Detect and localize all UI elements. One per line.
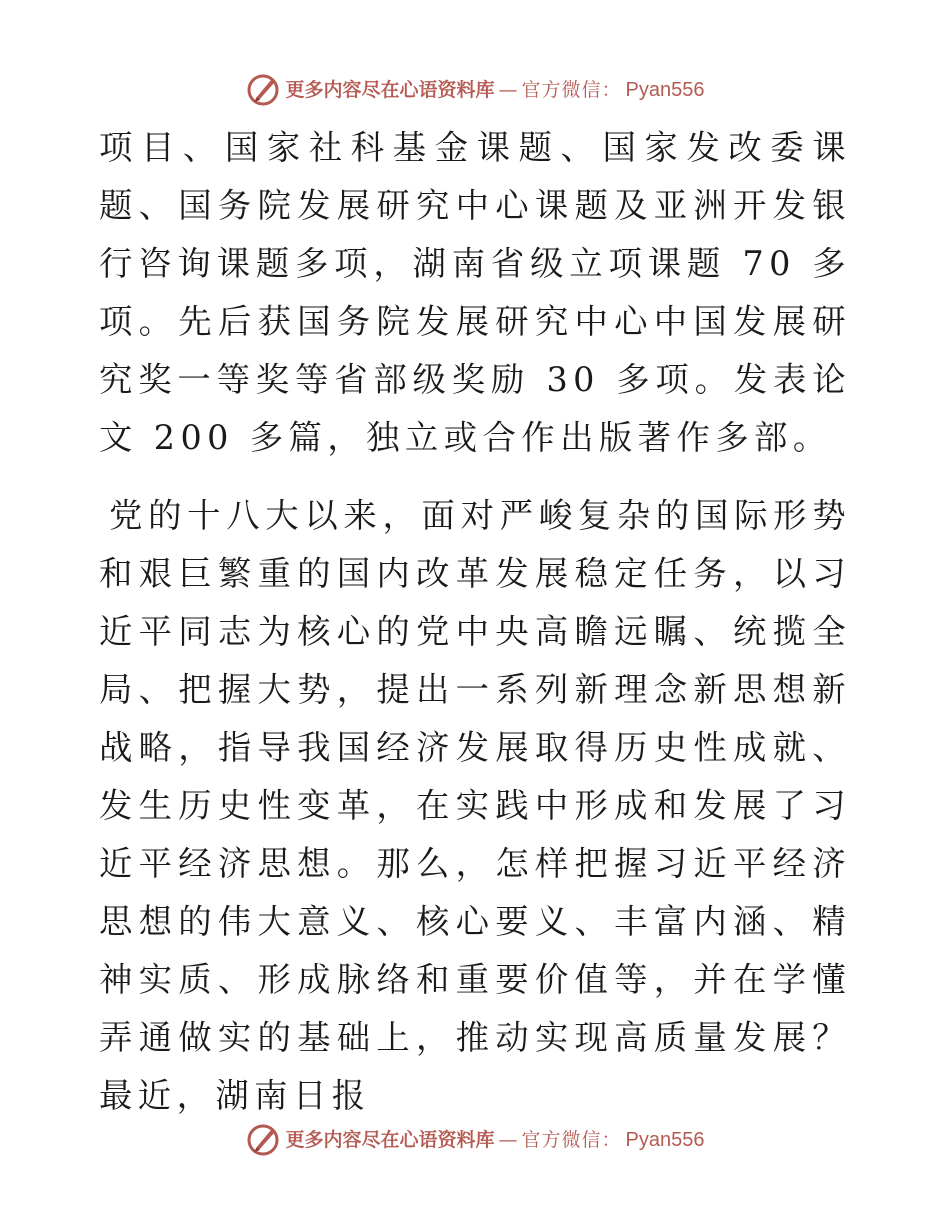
- wechat-id: Pyan556: [625, 79, 705, 101]
- wechat-label: 官方微信：: [521, 78, 622, 101]
- paragraph-2: 党的十八大以来，面对严峻复杂的国际形势和艰巨繁重的国内改革发展稳定任务，以习近平同志为核心的党中央高瞻远瞩、统揽全局、把握大势，提出一系列新理念新思想新战略，指导我国经济发展取得历史性成就、发生历史性变革，在实践中形成和发展了习近平经济思想。那么，怎样把握习近平经济思想的伟大意义、核心要义、丰富内涵、精神实质、形成脉络和重要价值等，并在学懂弄通做实的基础上，推动实现高质量发展？最近，湖南日报: [99, 496, 851, 1115]
- quill-pen-circle-icon: [246, 73, 280, 107]
- banner-dash: —: [498, 78, 518, 101]
- footer-banner: [0, 1120, 950, 1160]
- site-name: 更多内容尽在心语资料库: [285, 1128, 495, 1151]
- banner-dash: —: [498, 1128, 518, 1151]
- site-name: 更多内容尽在心语资料库: [285, 78, 495, 101]
- header-banner: [0, 70, 950, 110]
- quill-pen-circle-icon: [246, 1123, 280, 1157]
- document-body: [99, 119, 851, 1125]
- paragraph-1: 项目、国家社科基金课题、国家发改委课题、国务院发展研究中心课题及亚洲开发银行咨询课题多项，湖南省级立项课题 70 多项。先后获国务院发展研究中心中国发展研究奖一等奖等省部级奖励 30 多项。发表论文 200 多篇，独立或合作出版著作多部。: [99, 128, 851, 457]
- wechat-id: Pyan556: [625, 1129, 705, 1151]
- wechat-label: 官方微信：: [521, 1128, 622, 1151]
